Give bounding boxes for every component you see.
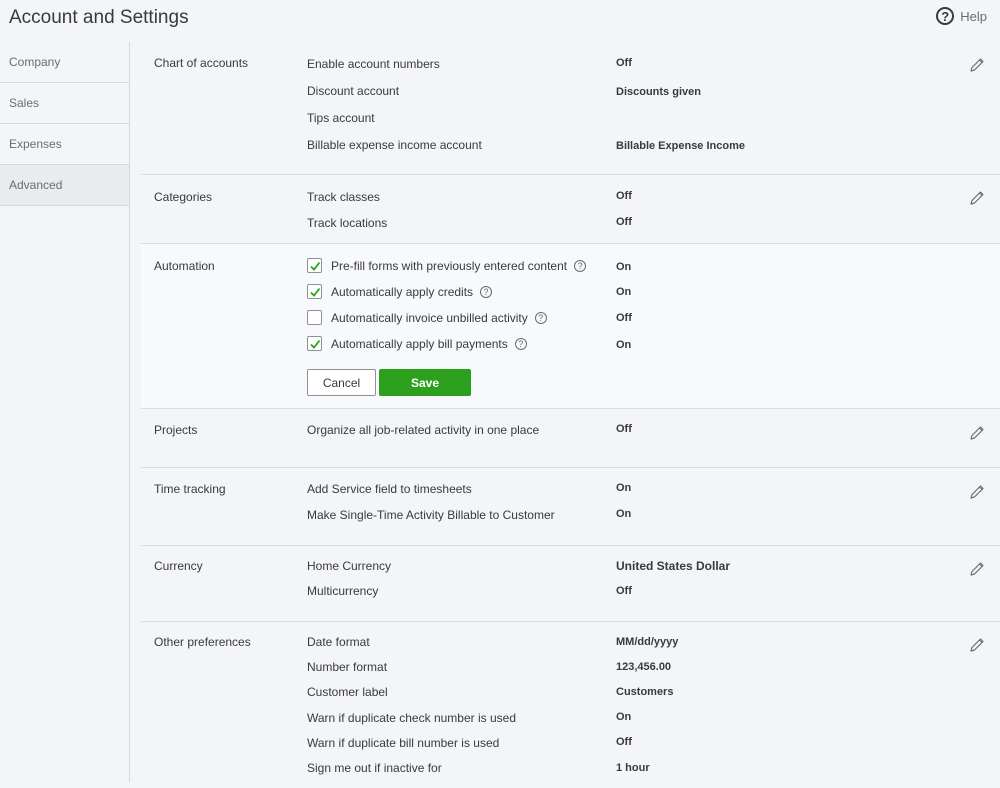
page-header — [0, 0, 1000, 42]
setting-value: Off — [616, 216, 632, 228]
setting-value: Billable Expense Income — [616, 140, 745, 152]
help-tooltip-icon[interactable]: ? — [535, 312, 547, 324]
setting-value: 123,456.00 — [616, 661, 672, 673]
help-label: Help — [960, 8, 987, 24]
option-label: Automatically apply credits — [331, 284, 474, 299]
setting-value: On — [616, 261, 632, 273]
section-categories[interactable] — [141, 175, 1000, 244]
sidebar-item-advanced[interactable]: Advanced — [0, 165, 129, 206]
sidebar-item-expenses[interactable]: Expenses — [0, 124, 129, 165]
setting-value: Off — [616, 190, 632, 202]
help-button[interactable] — [936, 7, 987, 25]
setting-value: Off — [616, 57, 632, 69]
setting-label: Enable account numbers — [307, 57, 440, 71]
section-automation — [141, 244, 1000, 409]
cancel-button[interactable]: Cancel — [307, 369, 376, 396]
pencil-edit-icon[interactable] — [969, 57, 985, 73]
help-icon: ? — [936, 7, 954, 25]
setting-value: Discounts given — [616, 86, 701, 98]
section-chart-of-accounts[interactable] — [141, 42, 1000, 175]
checkbox-checked[interactable] — [307, 284, 322, 299]
pencil-edit-icon[interactable] — [969, 190, 985, 206]
section-title: Automation — [154, 259, 215, 273]
setting-label: Make Single-Time Activity Billable to Customer — [307, 508, 555, 522]
option-label: Pre-fill forms with previously entered content — [331, 258, 568, 273]
setting-value: MM/dd/yyyy — [616, 636, 679, 648]
checkmark-icon — [309, 338, 321, 350]
help-tooltip-icon[interactable]: ? — [574, 260, 586, 272]
setting-value: On — [616, 711, 632, 723]
sidebar-item-company[interactable]: Company — [0, 42, 129, 83]
section-title: Categories — [154, 190, 213, 204]
setting-label: Discount account — [307, 84, 400, 98]
checkbox-checked[interactable] — [307, 258, 322, 273]
section-title: Projects — [154, 423, 198, 437]
setting-value: Off — [616, 736, 632, 748]
setting-label: Add Service field to timesheets — [307, 482, 472, 496]
setting-label: Warn if duplicate check number is used — [307, 711, 516, 725]
setting-value: On — [616, 339, 632, 351]
checkbox-checked[interactable] — [307, 336, 322, 351]
checkmark-icon — [309, 260, 321, 272]
checkmark-icon — [309, 286, 321, 298]
help-tooltip-icon[interactable]: ? — [480, 286, 492, 298]
sidebar-item-sales[interactable]: Sales — [0, 83, 129, 124]
settings-sidebar — [0, 42, 130, 782]
setting-label: Track locations — [307, 216, 388, 230]
checkbox-unchecked[interactable] — [307, 310, 322, 325]
pencil-edit-icon[interactable] — [969, 561, 985, 577]
setting-label: Number format — [307, 660, 388, 674]
section-currency[interactable] — [141, 546, 1000, 622]
section-title: Time tracking — [154, 482, 226, 496]
pencil-edit-icon[interactable] — [969, 637, 985, 653]
settings-content — [141, 42, 1000, 788]
section-title: Other preferences — [154, 635, 251, 649]
setting-value: Off — [616, 585, 632, 597]
setting-value: 1 hour — [616, 762, 650, 774]
option-label: Automatically invoice unbilled activity — [331, 310, 528, 325]
setting-value: United States Dollar — [616, 559, 731, 573]
setting-label: Sign me out if inactive for — [307, 761, 442, 775]
setting-label: Date format — [307, 635, 370, 649]
pencil-edit-icon[interactable] — [969, 425, 985, 441]
option-label: Automatically apply bill payments — [331, 336, 508, 351]
setting-label: Organize all job-related activity in one place — [307, 423, 540, 437]
pencil-edit-icon[interactable] — [969, 484, 985, 500]
setting-label: Multicurrency — [307, 584, 379, 598]
automation-option — [307, 258, 586, 273]
setting-value: On — [616, 286, 632, 298]
automation-option — [307, 284, 492, 299]
section-title: Currency — [154, 559, 203, 573]
section-time-tracking[interactable] — [141, 468, 1000, 546]
section-projects[interactable] — [141, 409, 1000, 468]
automation-option — [307, 310, 547, 325]
automation-option — [307, 336, 527, 351]
setting-value: Off — [616, 423, 632, 435]
setting-label: Tips account — [307, 111, 375, 125]
section-other-preferences[interactable] — [141, 622, 1000, 788]
save-button[interactable]: Save — [379, 369, 471, 396]
page-title: Account and Settings — [9, 7, 189, 28]
setting-label: Customer label — [307, 685, 388, 699]
setting-label: Track classes — [307, 190, 380, 204]
setting-value: Customers — [616, 686, 674, 698]
help-tooltip-icon[interactable]: ? — [515, 338, 527, 350]
setting-value: On — [616, 508, 632, 520]
section-title: Chart of accounts — [154, 56, 249, 70]
setting-value: Off — [616, 312, 632, 324]
setting-label: Warn if duplicate bill number is used — [307, 736, 500, 750]
setting-label: Home Currency — [307, 559, 392, 573]
setting-label: Billable expense income account — [307, 138, 482, 152]
setting-value: On — [616, 482, 632, 494]
